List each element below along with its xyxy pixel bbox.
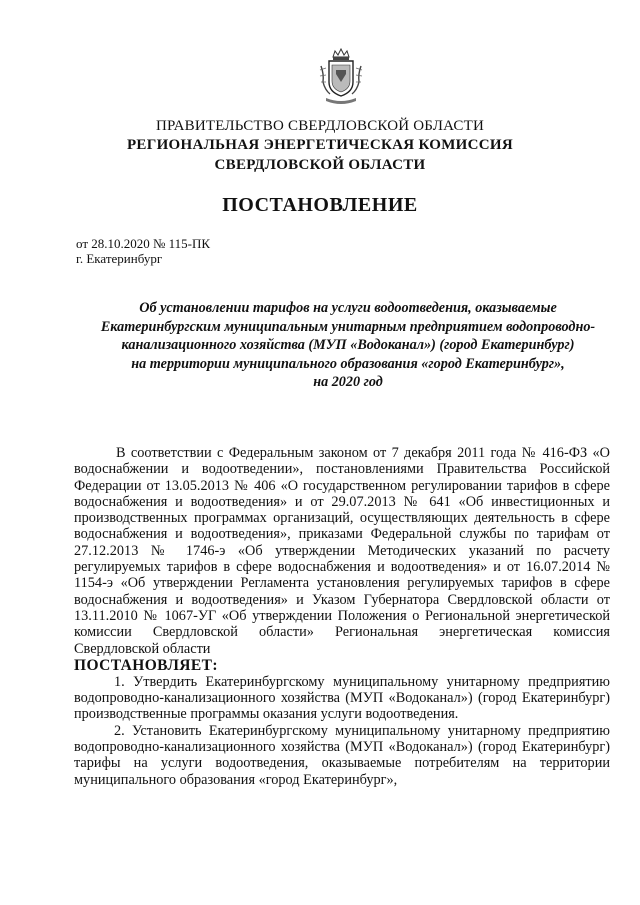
- document-body: [74, 445, 610, 788]
- subject-line: Екатеринбургским муниципальным унитарным предприятием водопроводно-: [100, 318, 596, 335]
- preamble-paragraph: В соответствии с Федеральным законом от 7 декабря 2011 года № 416-ФЗ «О водоснабжении и водоотведении», постановлениями Правительства Российской Федерации от 13.05.2013 № 406 «О государственном регулировании тарифов в сфере водоснабжения и водоотведения» и от 29.07.2013 № 641 «Об инвестиционных и производственных программах организаций, осуществляющих деятельность в сфере водоснабжения и водоотведения», приказами Федеральной службы по тарифам от 27.12.2013 № 1746-э «Об утверждении Методических указаний по расчету регулируемых тарифов в сфере водоснабжения и водоотведения» и от 16.07.2014 № 1154-э «Об утверждении Регламента установления регулируемых тарифов в сфере водоснабжения и водоотведения» и Указом Губернатора Свердловской области от 13.11.2010 № 1067-УГ «Об утверждении Положения о Региональной энергетической комиссии Свердловской области» Региональная энергетическая комиссия Свердловской области: [74, 445, 610, 657]
- subject-line: Об установлении тарифов на услуги водоотведения, оказываемые: [139, 300, 557, 316]
- coat-of-arms-icon: [318, 48, 364, 108]
- commission-name-line1: РЕГИОНАЛЬНАЯ ЭНЕРГЕТИЧЕСКАЯ КОМИССИЯ: [126, 137, 514, 153]
- document-subject: [70, 299, 626, 392]
- document-city: г. Екатеринбург: [76, 251, 163, 266]
- authority-name: ПРАВИТЕЛЬСТВО СВЕРДЛОВСКОЙ ОБЛАСТИ: [155, 118, 485, 134]
- resolution-item-1: 1. Утвердить Екатеринбургскому муниципальному унитарному предприятию водопроводно-канализационного хозяйства (МУП «Водоканал») (город Екатеринбург) производственные программы оказания услуги водоотведения.: [74, 673, 610, 723]
- resolution-item-2: 2. Установить Екатеринбургскому муниципальному унитарному предприятию водопроводно-канализационного хозяйства (МУП «Водоканал») (город Екатеринбург) тарифы на услуги водоотведения, оказываемые потребителям на территории муниципального образования «город Екатеринбург»,: [74, 722, 610, 788]
- commission-name-line2: СВЕРДЛОВСКОЙ ОБЛАСТИ: [214, 157, 426, 173]
- document-type: ПОСТАНОВЛЕНИЕ: [222, 194, 418, 216]
- subject-line: на территории муниципального образования «город Екатеринбург»,: [131, 355, 565, 372]
- subject-line: канализационного хозяйства (МУП «Водоканал») (город Екатеринбург): [121, 337, 575, 353]
- resolves-heading: ПОСТАНОВЛЯЕТ:: [74, 656, 218, 674]
- subject-line: на 2020 год: [313, 374, 383, 390]
- document-date-number: от 28.10.2020 № 115-ПК: [76, 236, 211, 251]
